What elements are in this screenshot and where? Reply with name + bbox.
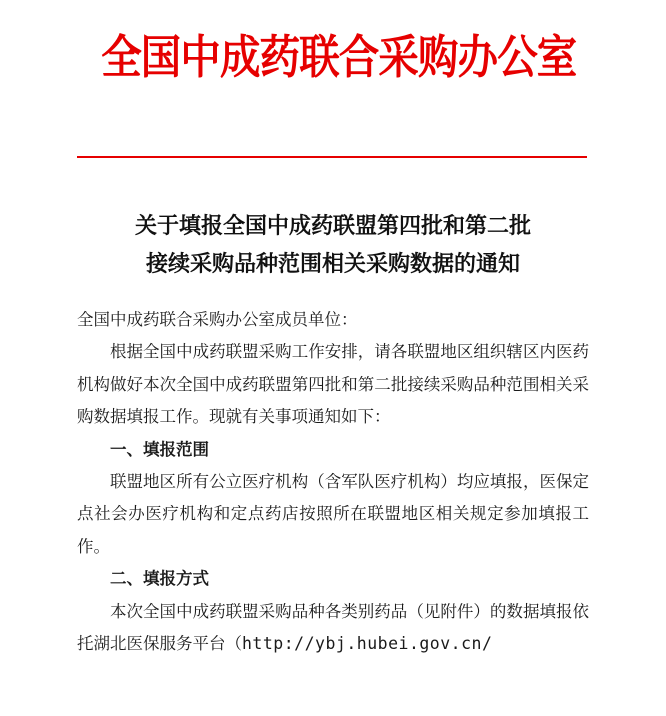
method-text: 本次全国中成药联盟采购品种各类别药品（见附件）的数据填报依托湖北医保服务平台（ <box>77 601 589 654</box>
section-heading-method: 二、填报方式 <box>110 569 209 589</box>
section-paragraph-scope: 联盟地区所有公立医疗机构（含军队医疗机构）均应填报，医保定点社会办医疗机构和定点药店按照所在联盟地区相关规定参加填报工作。 <box>77 472 589 556</box>
letterhead-red-rule <box>77 156 587 158</box>
document-body <box>77 304 589 660</box>
section-paragraph-method <box>77 596 589 661</box>
section-heading-scope: 一、填报范围 <box>110 439 209 459</box>
intro-paragraph: 根据全国中成药联盟采购工作安排，请各联盟地区组织辖区内医药机构做好本次全国中成药联盟第四批和第二批接续采购品种范围相关采购数据填报工作。现就有关事项通知如下： <box>77 342 589 427</box>
letterhead-organization: 全国中成药联合采购办公室 <box>101 30 577 84</box>
salutation: 全国中成药联合采购办公室成员单位： <box>77 310 358 329</box>
document-title <box>60 208 606 284</box>
document-title-line-2: 接续采购品种范围相关采购数据的通知 <box>145 252 520 277</box>
document-title-line-1: 关于填报全国中成药联盟第四批和第二批 <box>134 214 531 239</box>
platform-url-link[interactable]: http://ybj.hubei.gov.cn/ <box>242 634 493 654</box>
